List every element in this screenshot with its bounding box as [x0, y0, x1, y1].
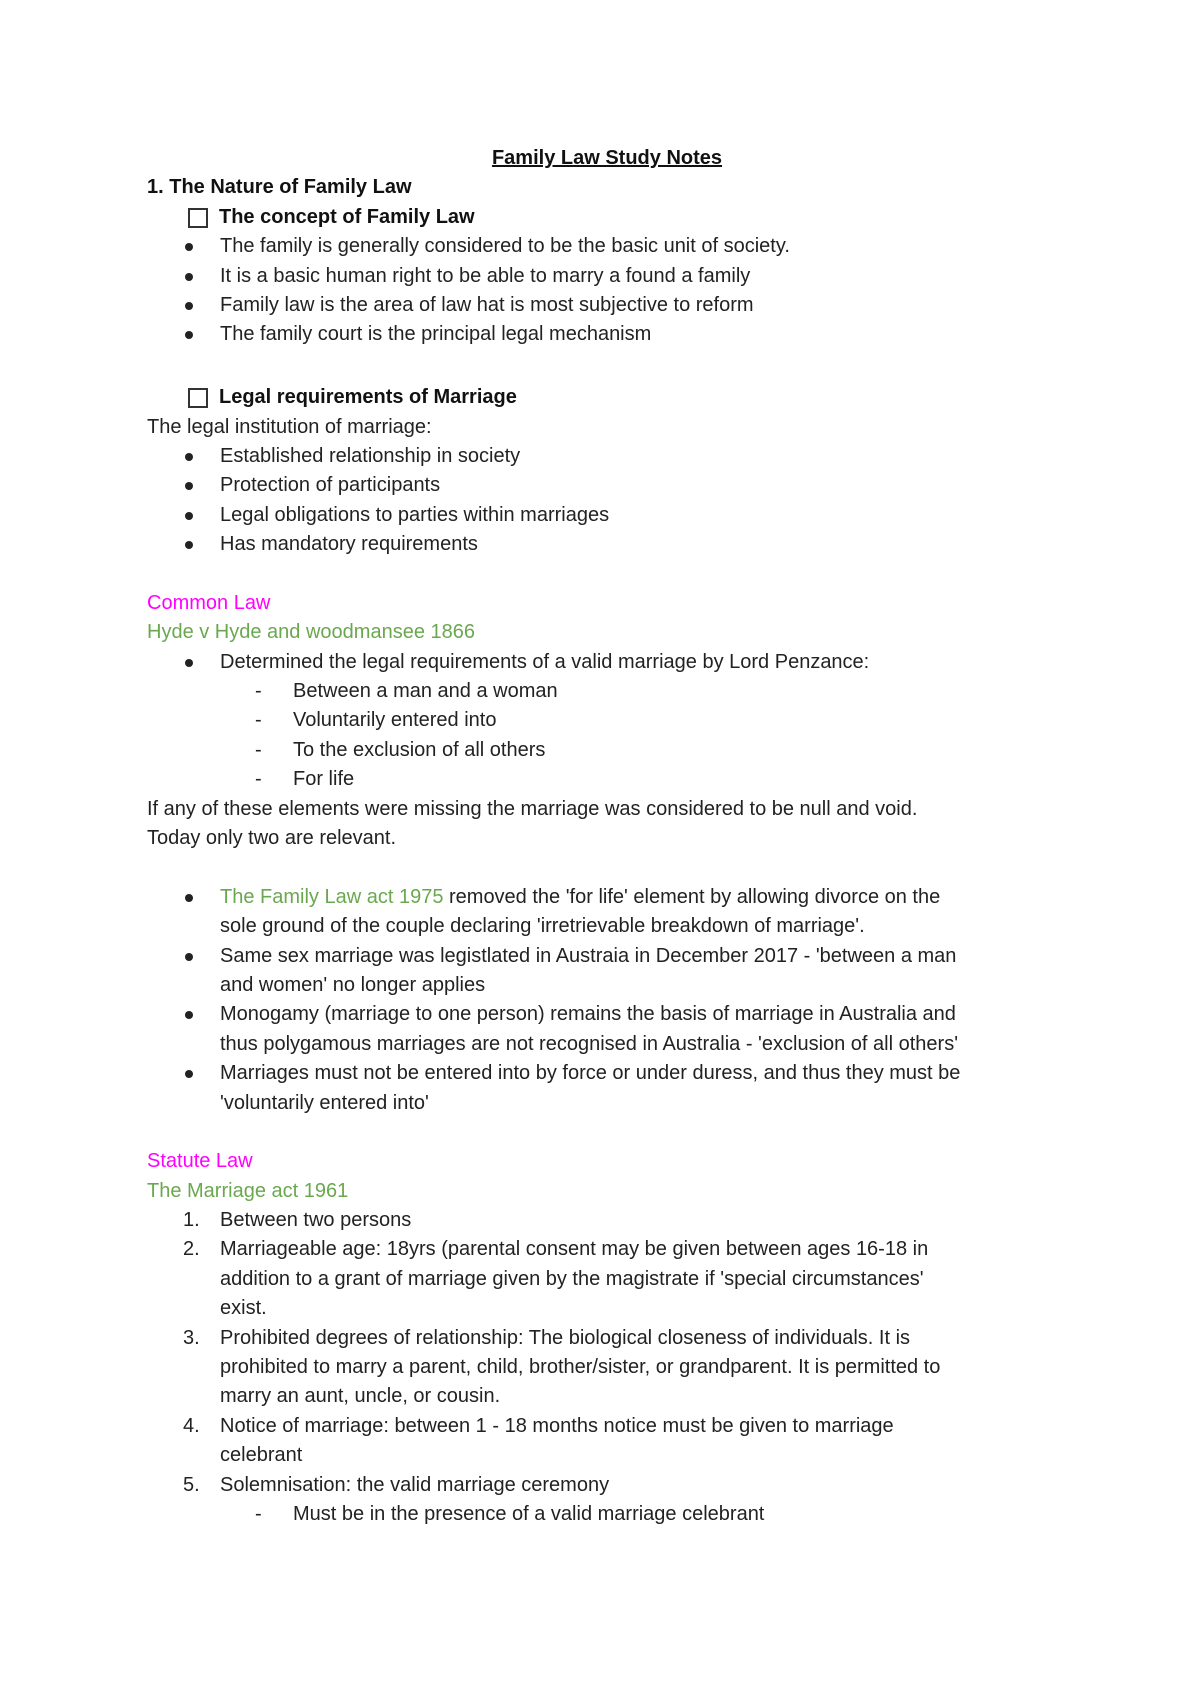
bullet-icon	[185, 1070, 193, 1078]
subheading-statute-law: Statute Law	[147, 1150, 253, 1173]
list-item: Monogamy (marriage to one person) remains the basis of marriage in Australia and	[147, 1000, 1067, 1029]
blank-line	[147, 853, 1067, 882]
list-item: The family is generally considered to be the basic unit of society.	[147, 232, 1067, 261]
paragraph: Today only two are relevant.	[147, 826, 397, 849]
blank-line	[147, 559, 1067, 588]
checklist-item-concept	[147, 203, 1067, 232]
numbered-item: 5. Solemnisation: the valid marriage ceremony	[183, 1473, 610, 1496]
bullet-icon	[185, 953, 193, 961]
bullet-icon	[185, 273, 193, 281]
case-name: Hyde v Hyde and woodmansee 1866	[147, 621, 475, 644]
section-heading: 1. The Nature of Family Law	[147, 176, 412, 199]
dash-icon: -	[255, 768, 262, 791]
bullet-icon	[185, 482, 193, 490]
list-item: Family law is the area of law hat is most subjective to reform	[147, 291, 1067, 320]
bullet-icon	[185, 512, 193, 520]
numbered-item-continuation: exist.	[220, 1297, 267, 1320]
list-item: The Family Law act 1975 removed the 'for life' element by allowing divorce on the	[147, 883, 1067, 912]
list-item: Same sex marriage was legistlated in Austraia in December 2017 - 'between a man	[147, 942, 1067, 971]
dash-icon: -	[255, 680, 262, 703]
numbered-item: 4. Notice of marriage: between 1 - 18 months notice must be given to marriage	[183, 1414, 894, 1437]
numbered-item: 3. Prohibited degrees of relationship: The biological closeness of individuals. It is	[183, 1326, 911, 1349]
list-item: Legal obligations to parties within marriages	[147, 501, 1067, 530]
numbered-item-continuation: marry an aunt, uncle, or cousin.	[220, 1385, 501, 1408]
numbered-item-continuation: addition to a grant of marriage given by the magistrate if 'special circumstances'	[220, 1267, 924, 1290]
dash-icon: -	[255, 1502, 262, 1525]
document-body	[147, 144, 1067, 1529]
list-item-continuation: and women' no longer applies	[220, 973, 486, 996]
bullet-icon	[185, 894, 193, 902]
blank-line	[147, 1118, 1067, 1147]
act-name: The Family Law act 1975	[220, 885, 444, 908]
dash-item: - Between a man and a woman	[147, 677, 1067, 706]
checklist-label: The concept of Family Law	[219, 205, 475, 228]
list-item: It is a basic human right to be able to marry a found a family	[147, 262, 1067, 291]
numbered-item: 2. Marriageable age: 18yrs (parental consent may be given between ages 16-18 in	[183, 1238, 929, 1261]
dash-item: - Must be in the presence of a valid marriage celebrant	[147, 1500, 1067, 1529]
dash-icon: -	[255, 738, 262, 761]
bullet-icon	[185, 453, 193, 461]
bullet-icon	[185, 331, 193, 339]
checklist-item-legal	[147, 383, 1067, 412]
bullet-icon	[185, 541, 193, 549]
document-title: Family Law Study Notes	[491, 147, 723, 169]
list-item-continuation: thus polygamous marriages are not recognised in Australia - 'exclusion of all others'	[220, 1032, 959, 1055]
bullet-icon	[185, 302, 193, 310]
list-item-continuation: sole ground of the couple declaring 'irretrievable breakdown of marriage'.	[220, 915, 865, 938]
checklist-label: Legal requirements of Marriage	[219, 386, 517, 409]
numbered-item: 1. Between two persons	[183, 1209, 412, 1232]
list-item: The family court is the principal legal mechanism	[147, 320, 1067, 349]
bullet-icon	[185, 1011, 193, 1019]
list-item-continuation: 'voluntarily entered into'	[220, 1091, 429, 1114]
list-item: Marriages must not be entered into by force or under duress, and thus they must be	[147, 1059, 1067, 1088]
paragraph: The legal institution of marriage:	[147, 415, 432, 438]
list-item: Has mandatory requirements	[147, 530, 1067, 559]
dash-item: - For life	[147, 765, 1067, 794]
checkbox-icon	[188, 388, 208, 408]
list-item: Determined the legal requirements of a valid marriage by Lord Penzance:	[147, 648, 1067, 677]
dash-item: - Voluntarily entered into	[147, 706, 1067, 735]
bullet-icon	[185, 659, 193, 667]
dash-icon: -	[255, 709, 262, 732]
act-name: The Marriage act 1961	[147, 1179, 349, 1202]
numbered-item-continuation: prohibited to marry a parent, child, brother/sister, or grandparent. It is permitted to	[220, 1356, 941, 1379]
subheading-common-law: Common Law	[147, 591, 271, 614]
list-item: Established relationship in society	[147, 442, 1067, 471]
list-item: Protection of participants	[147, 471, 1067, 500]
bullet-icon	[185, 243, 193, 251]
numbered-item-continuation: celebrant	[220, 1444, 303, 1467]
paragraph: If any of these elements were missing the marriage was considered to be null and void.	[147, 797, 918, 820]
dash-item: - To the exclusion of all others	[147, 736, 1067, 765]
checkbox-icon	[188, 208, 208, 228]
blank-line	[147, 350, 1067, 379]
